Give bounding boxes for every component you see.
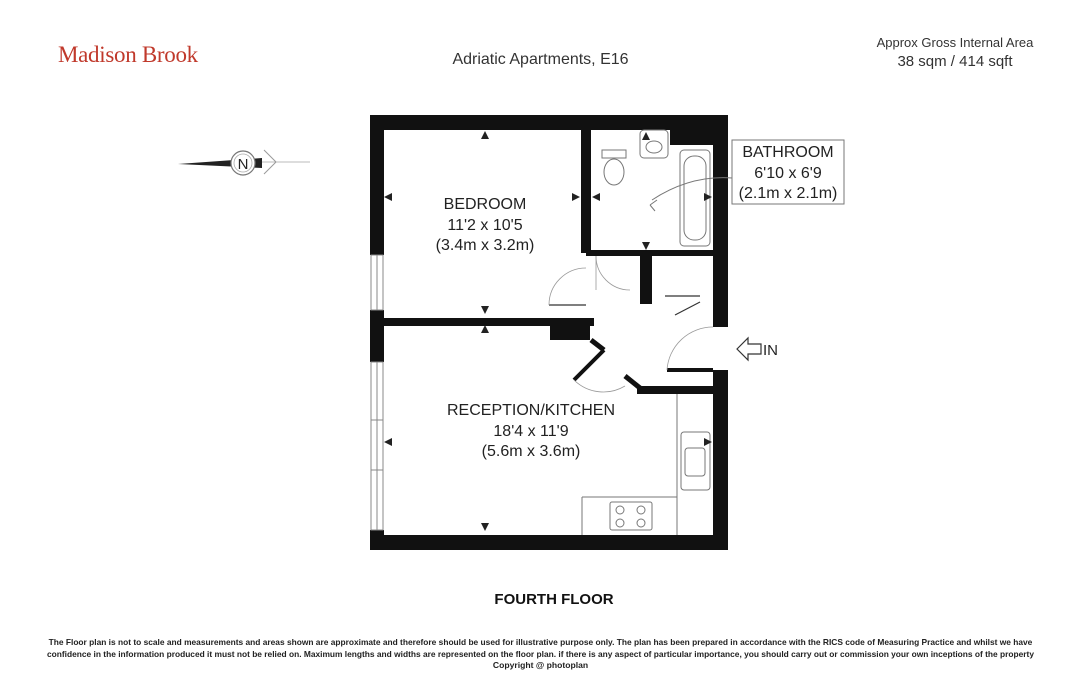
brand-logo: Madison Brook	[58, 42, 198, 67]
reception-size-imperial: 18'4 x 11'9	[493, 423, 569, 440]
bathroom-size-imperial: 6'10 x 6'9	[754, 165, 822, 182]
bedroom-size-imperial: 11'2 x 10'5	[447, 217, 523, 234]
property-address: Adriatic Apartments, E16	[452, 51, 629, 68]
disclaimer	[40, 637, 1041, 660]
bathroom-name: BATHROOM	[742, 144, 834, 161]
reception-name: RECEPTION/KITCHEN	[446, 402, 616, 419]
entrance-marker	[737, 338, 778, 360]
copyright: Copyright @ photoplan	[492, 660, 589, 670]
bathroom-size-metric: (2.1m x 2.1m)	[738, 185, 838, 202]
reception-size-metric: (5.6m x 3.6m)	[481, 443, 581, 460]
area-label: Approx Gross Internal Area	[876, 35, 1034, 50]
area-value: 38 sqm / 414 sqft	[897, 53, 1013, 70]
walls	[370, 115, 728, 550]
floor-label: FOURTH FLOOR	[494, 591, 614, 608]
compass-north-label: N	[237, 156, 249, 173]
entrance-label: IN	[763, 342, 778, 359]
room-label-bedroom	[436, 196, 535, 254]
disclaimer-line-1: The Floor plan is not to scale and measurements and areas shown are approximate and therefore should be used for illustrative purpose only. The plan has been prepared in accordance with the RICS code of Measuring Practice and whilst we have	[48, 637, 1033, 647]
room-label-reception	[447, 402, 615, 460]
bathroom-fixtures	[602, 130, 710, 246]
dimension-arrows	[384, 131, 712, 531]
bedroom-size-metric: (3.4m x 3.2m)	[435, 237, 535, 254]
disclaimer-line-2: confidence in the information produced it must not be relied on. Maximum lengths and widths are represented on the floor plan. if there is any aspect of particular importance, you should carry out or commission your own inceptions of the property	[47, 648, 1034, 659]
windows	[371, 255, 383, 530]
compass	[178, 150, 310, 175]
bedroom-name: BEDROOM	[443, 196, 527, 213]
